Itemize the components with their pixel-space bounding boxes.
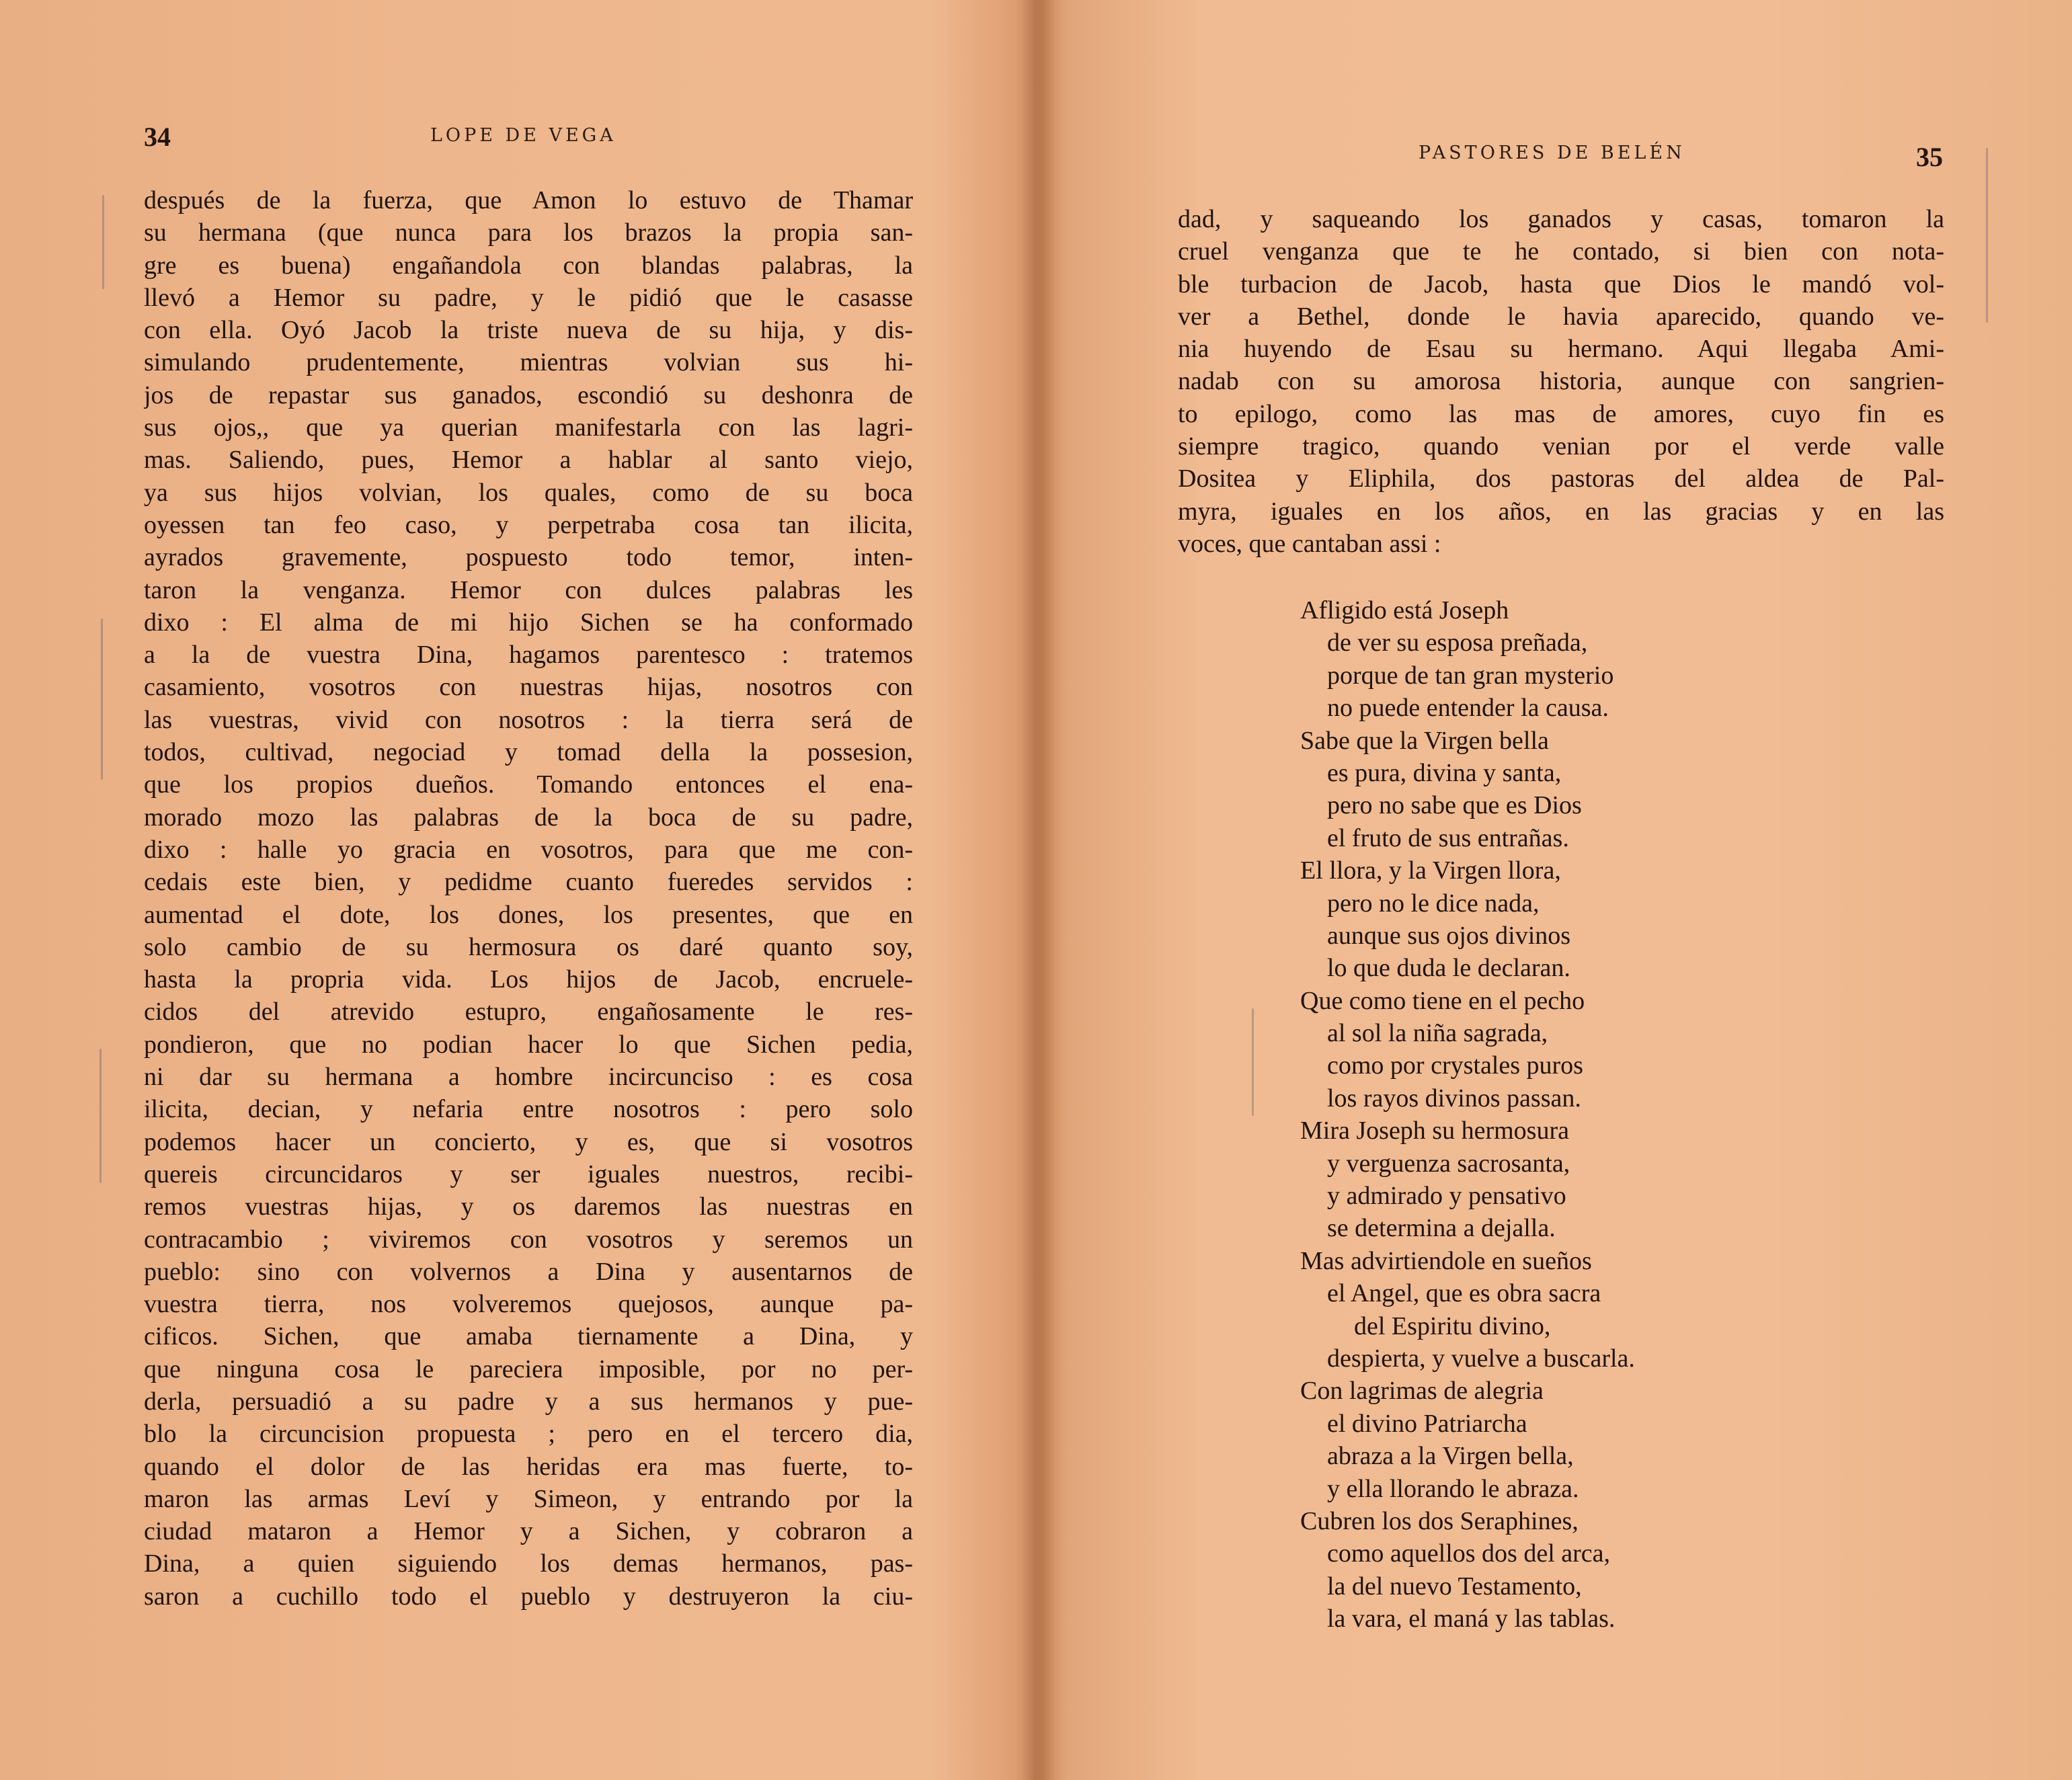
verse-line: como por crystales puros bbox=[1327, 1051, 1583, 1080]
verse-line: los rayos divinos passan. bbox=[1327, 1084, 1581, 1112]
verse-line: y ella llorando le abraza. bbox=[1327, 1474, 1579, 1503]
text-line: remos vuestras hijas, y os daremos las nuestras en bbox=[144, 1192, 913, 1221]
verse-line: Con lagrimas de alegria bbox=[1300, 1377, 1544, 1406]
verse-line: no puede entender la causa. bbox=[1327, 694, 1609, 723]
text-line: contracambio ; viviremos con vosotros y seremos un bbox=[144, 1225, 913, 1254]
text-line: pondieron, que no podian hacer lo que Sichen pedia, bbox=[144, 1030, 913, 1059]
text-line: dixo : halle yo gracia en vosotros, para que me con- bbox=[144, 835, 913, 864]
text-line: gre es buena) engañandola con blandas palabras, la bbox=[144, 251, 913, 280]
text-line: siempre tragico, quando venian por el verde valle bbox=[1178, 432, 1944, 461]
text-line: cidos del atrevido estupro, engañosamente le res- bbox=[144, 998, 913, 1026]
verse-line: Que como tiene en el pecho bbox=[1300, 986, 1585, 1015]
text-line: dixo : El alma de mi hijo Sichen se ha conformado bbox=[144, 608, 913, 637]
text-line: ciudad mataron a Hemor y a Sichen, y cobraron a bbox=[144, 1517, 913, 1546]
text-line: jos de repastar sus ganados, escondió su deshonra de bbox=[144, 380, 913, 409]
text-line: que los propios dueños. Tomando entonces el ena- bbox=[144, 770, 913, 799]
text-line: ver a Bethel, donde le havia aparecido, quando ve- bbox=[1178, 302, 1944, 331]
verse-line: el fruto de sus entrañas. bbox=[1327, 823, 1569, 852]
verse-line: como aquellos dos del arca, bbox=[1327, 1539, 1611, 1568]
verse-line: la vara, el maná y las tablas. bbox=[1327, 1605, 1616, 1633]
text-line: cedais este bien, y pedidme cuanto fueredes servidos : bbox=[144, 868, 913, 897]
pencil-mark bbox=[101, 618, 103, 780]
text-line: hasta la propria vida. Los hijos de Jacob, encruele- bbox=[144, 965, 913, 994]
text-line: podemos hacer un concierto, y es, que si vosotros bbox=[144, 1127, 913, 1156]
verse-line: abraza a la Virgen bella, bbox=[1327, 1442, 1574, 1471]
verse-line: se determina a dejalla. bbox=[1327, 1214, 1556, 1243]
text-line: quando el dolor de las heridas era mas fuerte, to- bbox=[144, 1452, 913, 1481]
left-page-number: 34 bbox=[144, 122, 171, 152]
text-line: solo cambio de su hermosura os daré quanto soy, bbox=[144, 932, 913, 961]
text-line: morado mozo las palabras de la boca de su padre, bbox=[144, 803, 913, 832]
text-line: mas. Saliendo, pues, Hemor a hablar al santo viejo, bbox=[144, 446, 913, 475]
verse-line: Mira Joseph su hermosura bbox=[1300, 1117, 1569, 1145]
verse-line: despierta, y vuelve a buscarla. bbox=[1327, 1344, 1635, 1373]
verse-line: lo que duda le declaran. bbox=[1327, 954, 1570, 983]
text-line: taron la venganza. Hemor con dulces palabras les bbox=[144, 575, 913, 604]
text-line: nia huyendo de Esau su hermano. Aqui llegaba Ami- bbox=[1178, 335, 1944, 364]
text-line: pueblo: sino con volvernos a Dina y ausentarnos de bbox=[144, 1257, 913, 1286]
text-line: casamiento, vosotros con nuestras hijas, nosotros con bbox=[144, 673, 913, 702]
text-line: con ella. Oyó Jacob la triste nueva de su hija, y dis- bbox=[144, 316, 913, 345]
text-line: ya sus hijos volvian, los quales, como de su boca bbox=[144, 478, 913, 507]
verse-line: y verguenza sacrosanta, bbox=[1327, 1149, 1570, 1178]
right-running-head: PASTORES DE BELÉN bbox=[1419, 143, 1685, 163]
text-line: aumentad el dote, los dones, los presentes, que en bbox=[144, 900, 913, 929]
pencil-mark bbox=[102, 195, 104, 289]
text-line: cruel venganza que te he contado, si bien con nota- bbox=[1178, 237, 1944, 266]
verse-line: la del nuevo Testamento, bbox=[1327, 1572, 1582, 1601]
text-line: derla, persuadió a su padre y a sus hermanos y pue- bbox=[144, 1387, 913, 1416]
text-line: maron las armas Leví y Simeon, y entrando por la bbox=[144, 1484, 913, 1513]
left-running-head: LOPE DE VEGA bbox=[430, 125, 616, 146]
verse-line: al sol la niña sagrada, bbox=[1327, 1019, 1548, 1048]
verse-line: Cubren los dos Seraphines, bbox=[1300, 1506, 1579, 1535]
verse-line: porque de tan gran mysterio bbox=[1327, 661, 1614, 690]
text-line: sus ojos,, que ya querian manifestarla con las lagri- bbox=[144, 413, 913, 442]
left-page bbox=[0, 0, 1035, 1780]
verse-line: Sabe que la Virgen bella bbox=[1300, 726, 1549, 755]
verse-line: es pura, divina y santa, bbox=[1327, 758, 1562, 787]
verse-line: Mas advirtiendole en sueños bbox=[1300, 1246, 1592, 1275]
text-line: ayrados gravemente, pospuesto todo temor, inten- bbox=[144, 543, 913, 572]
text-line: Dina, a quien siguiendo los demas hermanos, pas- bbox=[144, 1549, 913, 1578]
verse-line: El llora, y la Virgen llora, bbox=[1300, 856, 1561, 885]
text-line: voces, que cantaban assi : bbox=[1178, 529, 1441, 558]
verse-line: el Angel, que es obra sacra bbox=[1327, 1279, 1601, 1308]
text-line: ilicita, decian, y nefaria entre nosotros : pero solo bbox=[144, 1095, 913, 1124]
text-line: blo la circuncision propuesta ; pero en el tercero dia, bbox=[144, 1420, 913, 1449]
song-verse bbox=[1300, 594, 1905, 1635]
verse-line: pero no le dice nada, bbox=[1327, 889, 1540, 918]
right-body-text bbox=[1178, 203, 1944, 560]
verse-line: pero no sabe que es Dios bbox=[1327, 791, 1582, 820]
right-page-number: 35 bbox=[1916, 142, 1943, 172]
text-line: dad, y saqueando los ganados y casas, tomaron la bbox=[1178, 205, 1944, 233]
text-line: vuestra tierra, nos volveremos quejosos, aunque pa- bbox=[144, 1290, 913, 1319]
pencil-mark bbox=[99, 1049, 102, 1183]
text-line: después de la fuerza, que Amon lo estuvo de Thamar bbox=[144, 186, 913, 214]
pencil-mark bbox=[1986, 148, 1988, 323]
text-line: myra, iguales en los años, en las gracias y en las bbox=[1178, 497, 1944, 526]
text-line: ble turbacion de Jacob, hasta que Dios le mandó vol- bbox=[1178, 270, 1944, 298]
right-page bbox=[1035, 0, 2072, 1780]
text-line: que ninguna cosa le pareciera imposible, por no per- bbox=[144, 1354, 913, 1383]
verse-line: Afligido está Joseph bbox=[1300, 596, 1509, 624]
text-line: Dositea y Eliphila, dos pastoras del aldea de Pal- bbox=[1178, 464, 1944, 493]
text-line: las vuestras, vivid con nosotros : la tierra será de bbox=[144, 705, 913, 734]
text-line: saron a cuchillo todo el pueblo y destruyeron la ciu- bbox=[144, 1582, 913, 1611]
text-line: todos, cultivad, negociad y tomad della la possesion, bbox=[144, 738, 913, 767]
verse-line: de ver su esposa preñada, bbox=[1327, 629, 1588, 657]
text-line: oyessen tan feo caso, y perpetraba cosa tan ilicita, bbox=[144, 510, 913, 539]
verse-line: aunque sus ojos divinos bbox=[1327, 921, 1571, 950]
text-line: nadab con su amorosa historia, aunque con sangrien- bbox=[1178, 367, 1944, 396]
text-line: cificos. Sichen, que amaba tiernamente a Dina, y bbox=[144, 1322, 913, 1351]
text-line: ni dar su hermana a hombre incircunciso : es cosa bbox=[144, 1063, 913, 1092]
verse-line: y admirado y pensativo bbox=[1327, 1182, 1566, 1211]
text-line: quereis circuncidaros y ser iguales nuestros, recibi- bbox=[144, 1160, 913, 1188]
verse-line: del Espiritu divino, bbox=[1354, 1311, 1551, 1340]
text-line: llevó a Hemor su padre, y le pidió que le casasse bbox=[144, 283, 913, 312]
left-body-text bbox=[144, 184, 913, 1613]
text-line: su hermana (que nunca para los brazos la propia san- bbox=[144, 218, 913, 247]
text-line: to epilogo, como las mas de amores, cuyo fin es bbox=[1178, 399, 1944, 428]
verse-line: el divino Patriarcha bbox=[1327, 1409, 1527, 1438]
pencil-mark bbox=[1252, 1008, 1254, 1116]
text-line: simulando prudentemente, mientras volvian sus hi- bbox=[144, 348, 913, 377]
text-line: a la de vuestra Dina, hagamos parentesco : tratemos bbox=[144, 641, 913, 670]
